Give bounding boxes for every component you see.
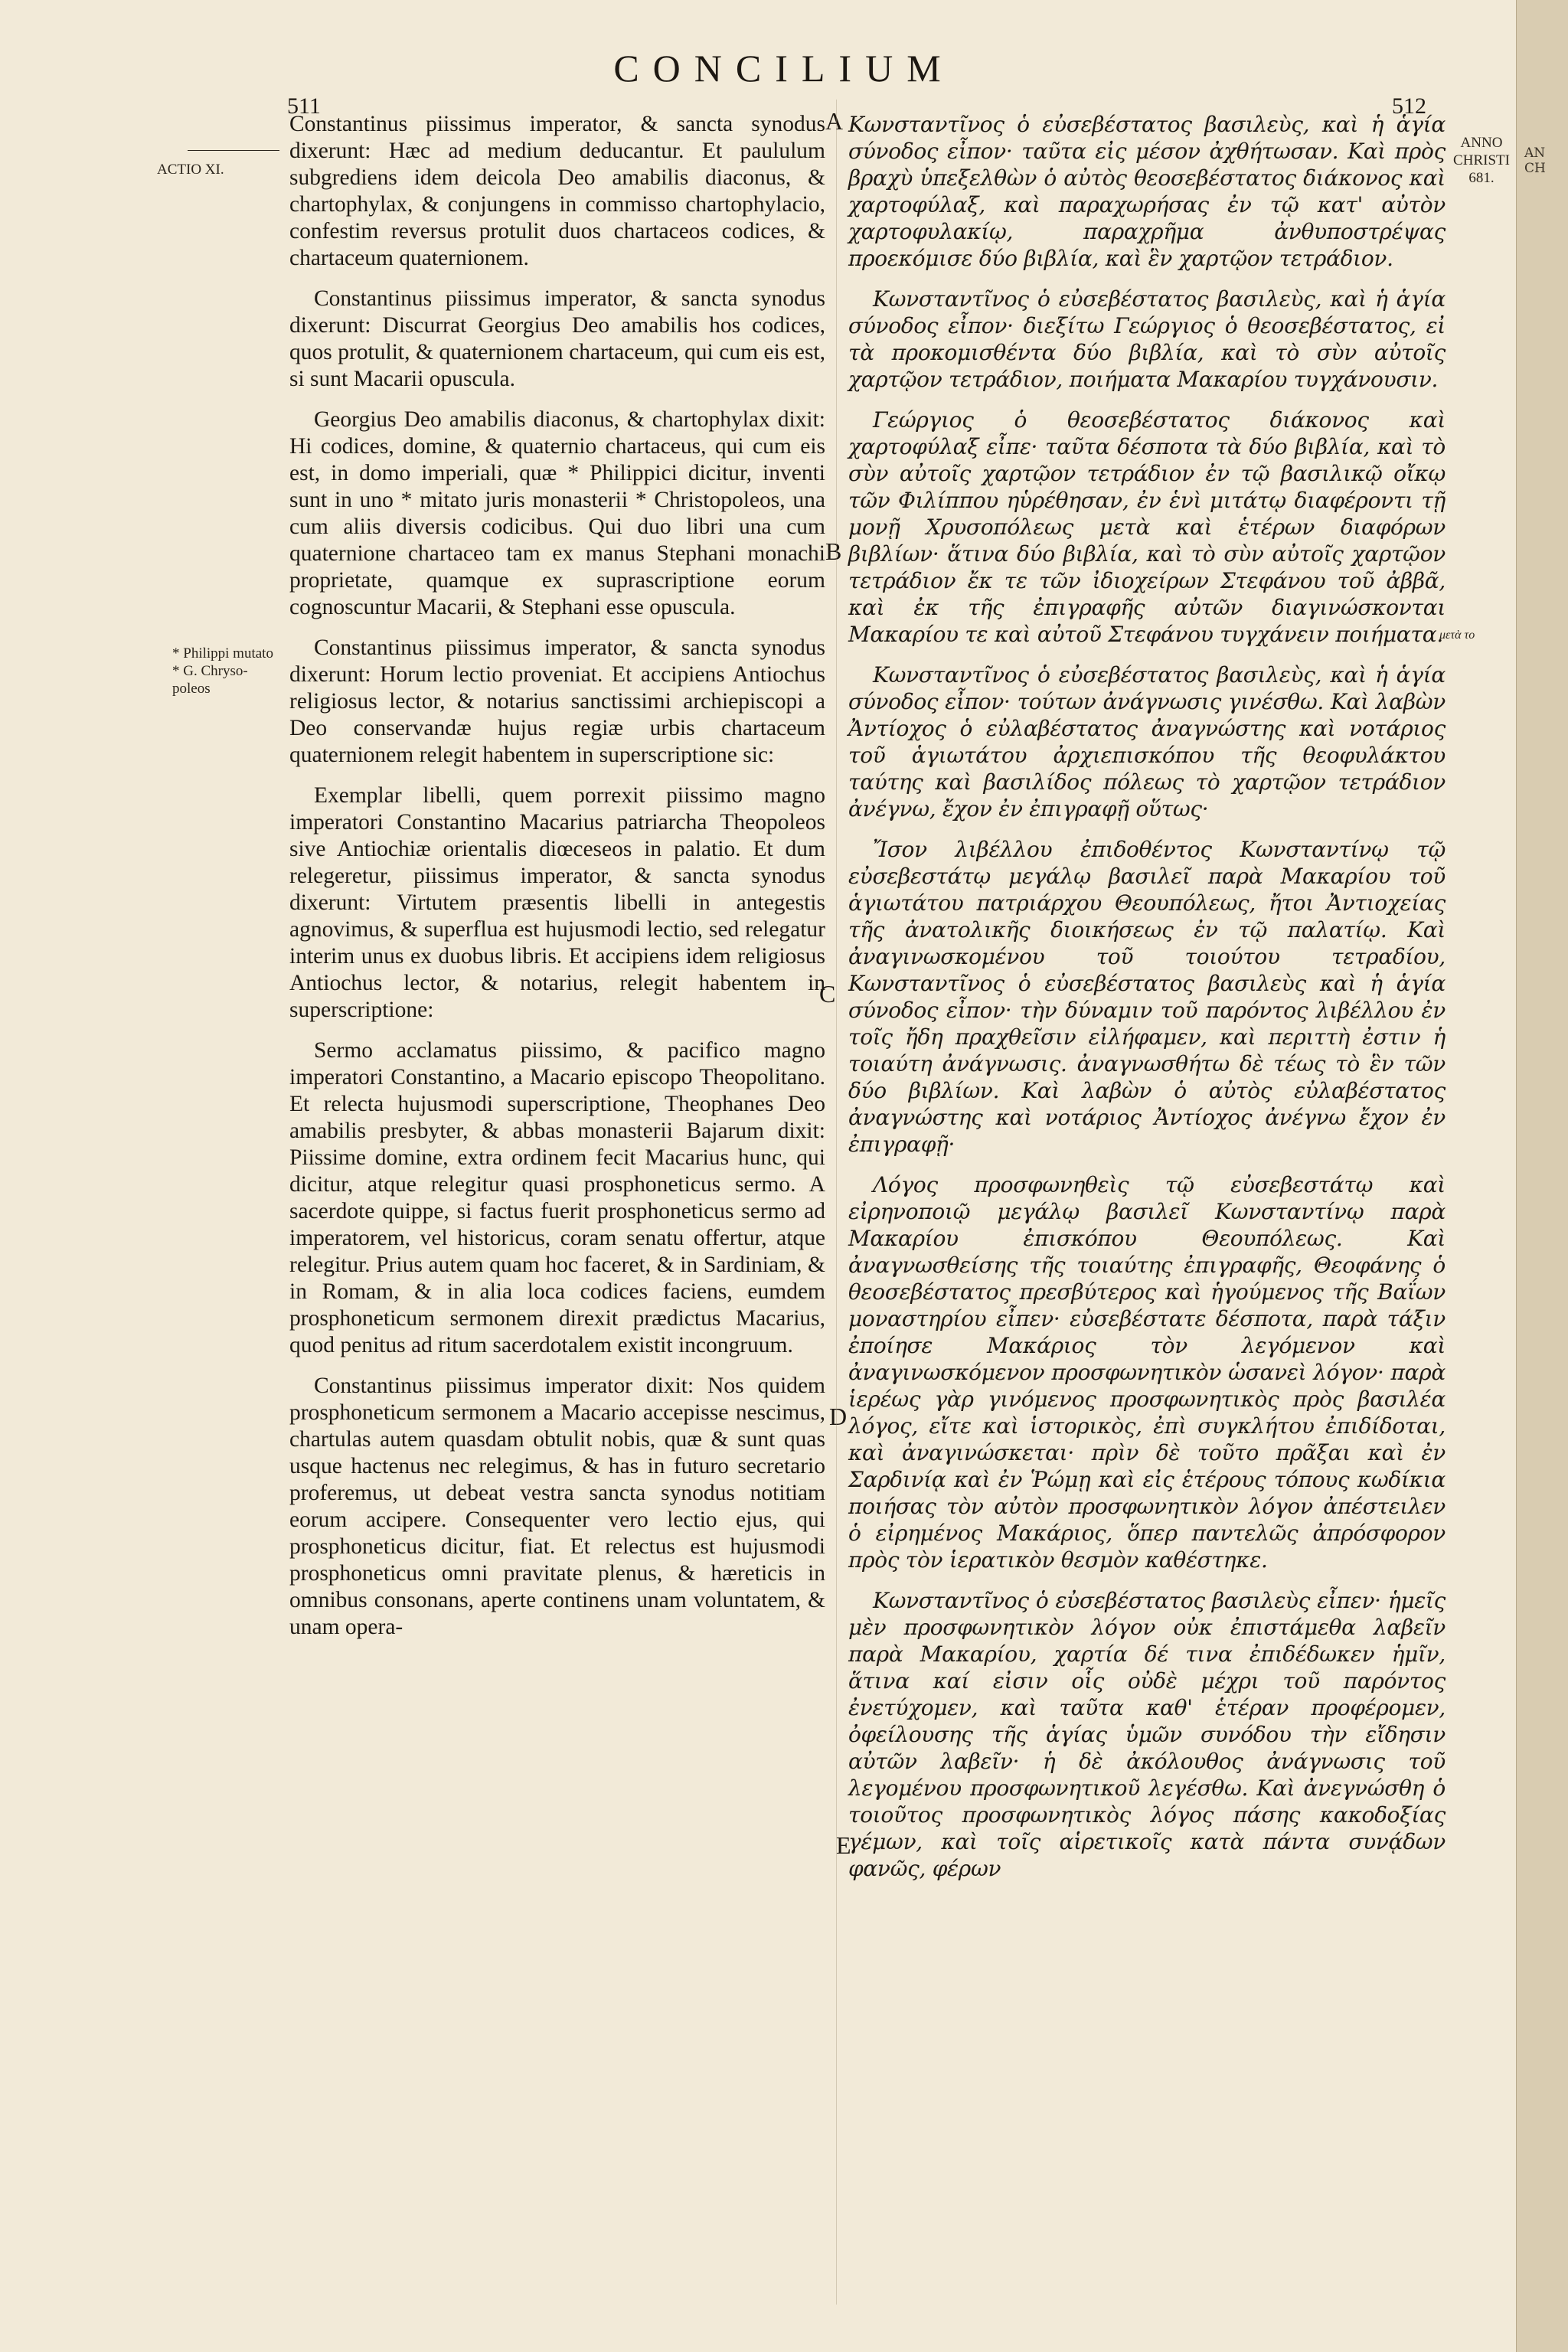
- latin-paragraph: Constantinus piissimus imperator dixit: Nos quidem prosphoneticum sermonem a Macario accepisse nescimus, chartulas autem quasdam obtulit nobis, quæ & sunt quas usque hactenus nec relegimus, & has in futuro secretario proferemus, ut debeat vestra sancta synodus notitiam eorum accipere. Consequenter vero lectio ejus, qui prosphoneticus dicitur, fiat. Et relectus est hujusmodi prosphoneticus omni pravitate plenus, & hæreticis in omnibus consonans, aperte continens unam voluntatem, & unam opera-: [289, 1374, 825, 1639]
- latin-paragraph: Exemplar libelli, quem porrexit piissimo magno imperatori Constantino Macarius patriarcha Theopoleos sive Antiochiæ orientalis diœceseos in palatio. Et dum relegeretur, piissimus imperator, & sancta synodus dixerunt: Virtutem præsentis libelli in antegestis agnovimus, & superflua est hujusmodi lectio, sed relegatur interim unus ex duobus libris. Et accipiens idem religiosus Antiochus lector, & notarius, relegit habentem in superscriptione:: [289, 783, 825, 1022]
- margin-note-greek: μετὰ το: [1439, 629, 1475, 642]
- facing-page-edge: [1516, 0, 1568, 2352]
- margin-note-philippi: * Philippi mutato * G. Chryso- poleos: [172, 645, 273, 697]
- latin-paragraph: Georgius Deo amabilis diaconus, & chartophylax dixit: Hi codices, domine, & quaternio chartaceus, qui cum eis est, in domo imperiali, quæ * Philippici dicitur, inventi sunt in uno * mitato juris monasterii * Christopoleos, una cum aliis diversis codicibus. Qui duo libri una cum quaternione chartaceo tam ex manus Stephani monachi proprietate, quamque ex suprascriptione eorum cognoscuntur Macarii, & Stephani esse opuscula.: [289, 407, 825, 619]
- running-title: CONCILIUM: [613, 47, 955, 90]
- column-divider: [836, 100, 837, 2305]
- folio-left: 511: [287, 93, 321, 119]
- latin-paragraph: Constantinus piissimus imperator, & sancta synodus dixerunt: Hæc ad medium deducantur. Et paululum subgrediens idem deicola Deo amabilis diaconus, & chartophylax, & conjungens in commisso chartophylacio, confestim reversus protulit duos chartaceos codices, & chartaceum quaternionem.: [289, 112, 825, 270]
- margin-note-actio-text: ACTIO XI.: [157, 162, 224, 178]
- greek-paragraph: Κωνσταντῖνος ὁ εὐσεβέστατος βασιλεὺς, καὶ ἡ ἁγία σύνοδος εἶπον· ταῦτα εἰς μέσον ἀχθήτωσαν. Καὶ πρὸς βραχὺ ὑπεξελθὼν ὁ αὐτὸς θεοσεβέστατος διάκονος καὶ χαρτοφύλαξ, καὶ παραχωρήσας ἐν τῷ κατ' αὐτὸν χαρτοφυλακίῳ, παραχρῆμα ἀνθυποστρέψας προεκόμισε δύο βιβλία, καὶ ἓν χαρτῷον τετράδιον.: [848, 112, 1446, 271]
- margin-rule: [188, 150, 279, 151]
- section-letter-a: A: [825, 107, 844, 135]
- section-letter-b: B: [825, 537, 842, 565]
- latin-paragraph: Sermo acclamatus piissimo, & pacifico magno imperatori Constantino, a Macario episcopo Theopolitano. Et relecta hujusmodi superscriptione, Theophanes Deo amabilis presbyter, & abbas monasterii Bajarum dixit: Piissime domine, extra ordinem fecit Macarius hunc, qui dicitur, atque relegitur quasi prosphoneticus sermo. A sacerdote quippe, si factus fuerit prosphoneticus sermo ad imperatorem, vel historicus, coram senatu offertur, atque relegitur. Prius autem quam hoc faceret, & in Sardiniam, & in Romam, & in alia loca codices faciens, eumdem prosphoneticum sermonem direxit prædictus Macarius, quod penitus ad ritum sacerdotalem existit incongruum.: [289, 1038, 825, 1357]
- greek-paragraph: Ἴσον λιβέλλου ἐπιδοθέντος Κωνσταντίνῳ τῷ εὐσεβεστάτῳ μεγάλῳ βασιλεῖ παρὰ Μακαρίου τοῦ ἁγιωτάτου πατριάρχου Θεουπόλεως, ἤτοι Ἀντιοχείας τῆς ἀνατολικῆς διοικήσεως ἐν τῷ παλατίῳ. Καὶ ἀναγινωσκομένου τοῦ τοιούτου τετραδίου, Κωνσταντῖνος ὁ εὐσεβέστατος βασιλεὺς καὶ ἡ ἁγία σύνοδος εἶπον· τὴν δύναμιν τοῦ παρόντος λιβέλλου ἐν τοῖς ἤδη πραχθεῖσιν εἰλήφαμεν, καὶ περιττὴ ἐστιν ἡ τοιαύτη ἀνάγνωσις. ἀναγνωσθήτω δὲ τέως τὸ ἓν τῶν δύο βιβλίων. Καὶ λαβὼν ὁ αὐτὸς εὐλαβέστατος ἀναγνώστης καὶ νοτάριος Ἀντίοχος ἀνέγνω ἔχον ἐν ἐπιγραφῇ·: [848, 837, 1446, 1157]
- greek-paragraph: Κωνσταντῖνος ὁ εὐσεβέστατος βασιλεὺς, καὶ ἡ ἁγία σύνοδος εἶπον· διεξίτω Γεώργιος ὁ θεοσεβέστατος, εἰ τὰ προκομισθέντα δύο βιβλία, καὶ τὸ σὺν αὐτοῖς χαρτῷον τετράδιον, ποιήματα Μακαρίου τυγχάνουσιν.: [848, 286, 1446, 392]
- margin-note-anno: ANNO CHRISTI 681.: [1453, 135, 1510, 186]
- greek-paragraph: Γεώργιος ὁ θεοσεβέστατος διάκονος καὶ χαρτοφύλαξ εἶπε· ταῦτα δέσποτα τὰ δύο βιβλία, καὶ τὸ σὺν αὐτοῖς χαρτῷον τετράδιον ἐν τῷ βασιλικῷ οἴκῳ τῶν Φιλίππου ηὑρέθησαν, ἐν ἑνὶ μιτάτῳ διαφέροντι τῇ μονῇ Χρυσοπόλεως μετὰ καὶ ἑτέρων διαφόρων βιβλίων· ἅτινα δύο βιβλία, καὶ τὸ σὺν αὐτοῖς χαρτῷον τετράδιον ἔκ τε τῶν ἰδιοχείρων Στεφάνου τοῦ ἀββᾶ, καὶ ἐκ τῆς ἐπιγραφῆς αὐτῶν διαγινώσκονται Μακαρίου τε καὶ αὐτοῦ Στεφάνου τυγχάνειν ποιήματα.: [848, 407, 1446, 647]
- greek-paragraph: Κωνσταντῖνος ὁ εὐσεβέστατος βασιλεὺς εἶπεν· ἡμεῖς μὲν προσφωνητικὸν λόγον οὐκ ἐπιστάμεθα λαβεῖν παρὰ Μακαρίου, χαρτία δέ τινα ἐπιδέδωκεν ἡμῖν, ἅτινα καί εἰσιν οἷς οὐδὲ μέχρι τοῦ παρόντος ἐνετύχομεν, καὶ ταῦτα καθ' ἑτέραν προφέρομεν, ὀφείλουσης τῆς ἁγίας ὑμῶν συνόδου τὴν εἴδησιν αὐτῶν λαβεῖν· ἡ δὲ ἀκόλουθος ἀνάγνωσις τοῦ λεγομένου προσφωνητικοῦ λεγέσθω. Καὶ ἀνεγνώσθη ὁ τοιοῦτος προσφωνητικὸς λόγος πάσης κακοδοξίας γέμων, καὶ τοῖς αἱρετικοῖς κατὰ πάντα συνᾴδων φανῶς, φέρων: [848, 1588, 1446, 1881]
- latin-paragraph: Constantinus piissimus imperator, & sancta synodus dixerunt: Discurrat Georgius Deo amabilis hos codices, quos protulit, & quaternionem chartaceum, qui cum eis est, si sunt Macarii opuscula.: [289, 286, 825, 391]
- latin-paragraph: Constantinus piissimus imperator, & sancta synodus dixerunt: Horum lectio proveniat. Et accipiens Antiochus religiosus lector, & notarius sanctissimi archiepiscopi a Deo conservandæ hujus regiæ urbis chartaceum quaternionem relegit habentem in superscriptione sic:: [289, 635, 825, 767]
- folio-right: 512: [1392, 93, 1426, 119]
- section-letter-c: C: [819, 980, 836, 1008]
- section-letter-e: E: [836, 1831, 851, 1859]
- greek-paragraph: Λόγος προσφωνηθεὶς τῷ εὐσεβεστάτῳ καὶ εἰρηνοποιῷ μεγάλῳ βασιλεῖ Κωνσταντίνῳ παρὰ Μακαρίου ἐπισκόπου Θεουπόλεως. Καὶ ἀναγνωσθείσης τῆς τοιαύτης ἐπιγραφῆς, Θεοφάνης ὁ θεοσεβέστατος πρεσβύτερος καὶ ἡγούμενος τῆς Βαΐων μοναστηρίου εἶπεν· εὐσεβέστατε δέσποτα, παρὰ τάξιν ἐποίησε Μακάριος τὸν λεγόμενον καὶ ἀναγινωσκόμενον προσφωνητικὸν ὡσανεὶ λόγον· παρὰ ἱερέως γὰρ γινόμενος προσφωνητικὸς πρὸς βασιλέα λόγος, εἴτε καὶ ἱστορικὸς, ἐπὶ συγκλήτου ἐπιδίδοται, καὶ ἀναγινώσκεται· πρὶν δὲ τοῦτο πρᾶξαι καὶ ἐν Σαρδινίᾳ καὶ ἐν Ῥώμῃ καὶ εἰς ἑτέρους τόπους κωδίκια ποιήσας τὸν αὐτὸν προσφωνητικὸν λόγον ἀπέστειλεν ὁ εἰρημένος Μακάριος, ὅπερ παντελῶς ἀπρόσφορον πρὸς τὸν ἱερατικὸν θεσμὸν καθέστηκε.: [848, 1172, 1446, 1573]
- margin-note-actio: [157, 161, 279, 178]
- greek-paragraph: Κωνσταντῖνος ὁ εὐσεβέστατος βασιλεὺς, καὶ ἡ ἁγία σύνοδος εἶπον· τούτων ἀνάγνωσις γινέσθω. Καὶ λαβὼν Ἀντίοχος ὁ εὐλαβέστατος ἀναγνώστης καὶ νοτάριος τοῦ ἁγιωτάτου ἀρχιεπισκόπου τῆς θεοφυλάκτου ταύτης καὶ βασιλίδος πόλεως τὸ χαρτῷον τετράδιον ἀνέγνω, ἔχον ἐν ἐπιγραφῇ οὕτως·: [848, 662, 1446, 822]
- greek-column: [848, 111, 1446, 1896]
- latin-column: [289, 111, 825, 1655]
- facing-page-text: AN CH: [1524, 145, 1546, 176]
- section-letter-d: D: [829, 1403, 848, 1430]
